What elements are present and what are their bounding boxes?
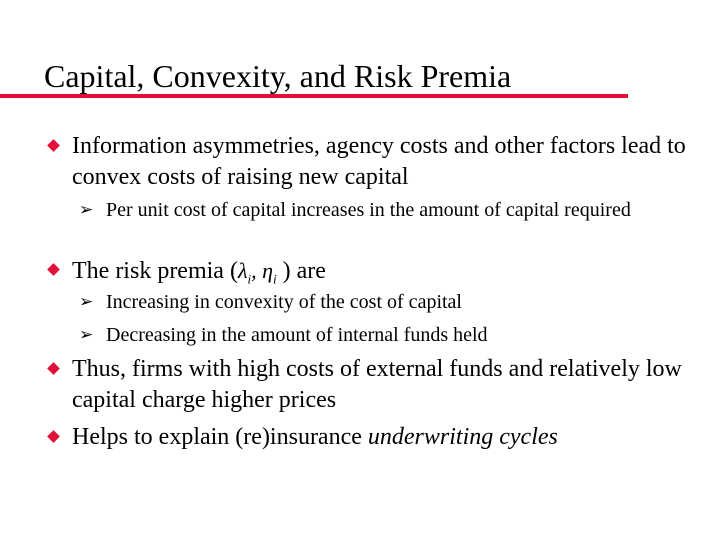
slide-title: Capital, Convexity, and Risk Premia [44,58,512,94]
bullet-2-sub-2 [79,322,666,348]
arrow-bullet-icon: ➢ [79,325,94,345]
diamond-bullet-icon [47,362,60,375]
diamond-bullet-icon [47,263,60,276]
title-underline [0,94,628,98]
bullet-2-sub-2-text: Decreasing in the amount of internal funds held [106,324,488,346]
bullet-1 [72,131,712,193]
math-lambda: $\lambda_i$, $\eta_i$ [237,258,277,287]
diamond-bullet-icon [47,430,60,443]
arrow-bullet-icon: ➢ [79,200,94,220]
diamond-bullet-icon [47,139,60,152]
bullet-4-emphasis: underwriting cycles [367,424,558,450]
bullet-4-text: Helps to explain (re)insurance [72,424,368,450]
bullet-1-sub-1 [79,197,666,223]
bullet-2-sub-1 [79,289,666,315]
bullet-1-sub-1-text: Per unit cost of capital increases in the amount of capital required [106,199,631,221]
bullet-3 [72,354,712,416]
bullet-4 [72,422,712,453]
bullet-2-text-before: The risk premia ( [72,258,238,284]
arrow-bullet-icon: ➢ [79,292,94,312]
bullet-3-text: Thus, firms with high costs of external funds and relatively low capital charge higher prices [72,356,682,413]
bullet-1-text: Information asymmetries, agency costs and other factors lead to convex costs of raising new capital [72,133,686,190]
bullet-2-sub-1-text: Increasing in convexity of the cost of capital [106,291,462,313]
bullet-2-text-after: ) are [276,258,326,284]
